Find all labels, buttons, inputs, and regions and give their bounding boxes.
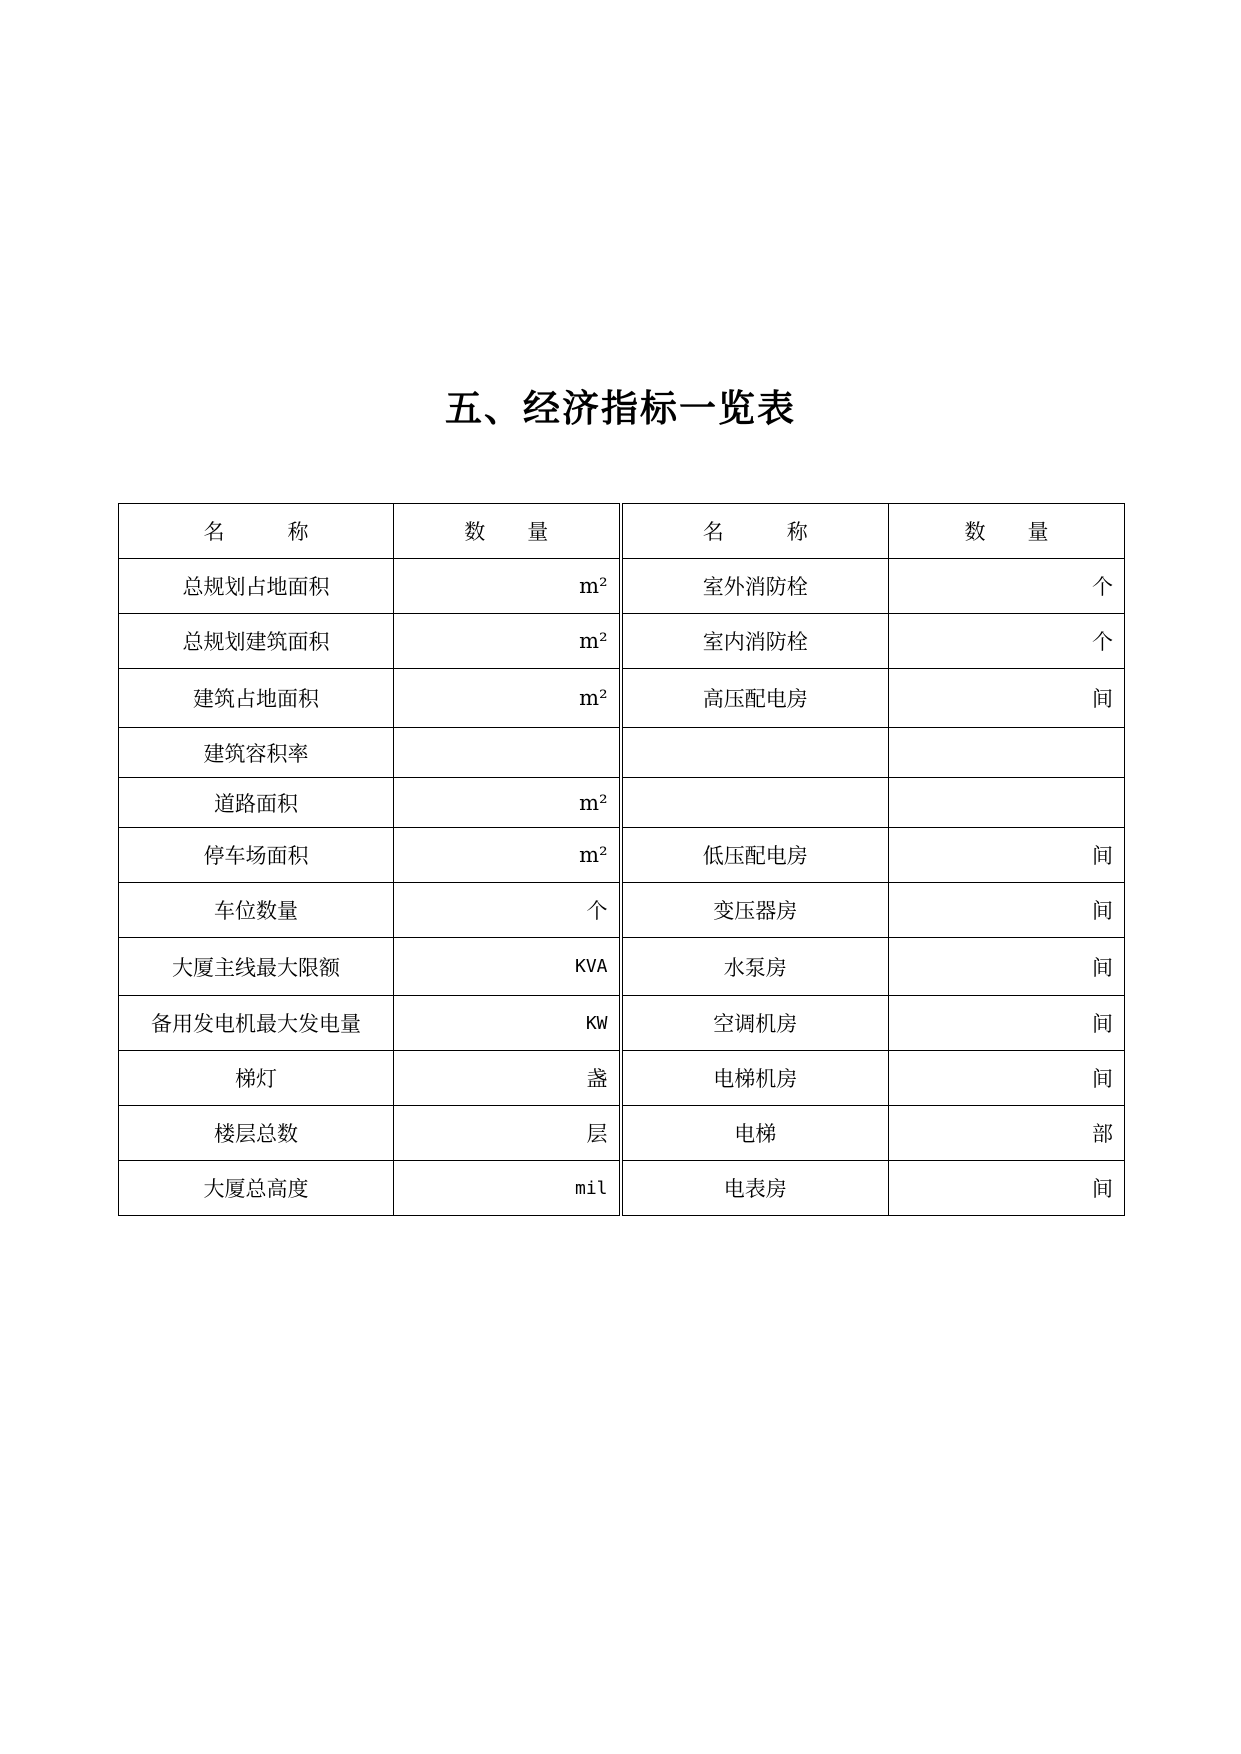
table-row <box>119 1051 1125 1106</box>
right-unit-cell: 间 <box>889 938 1125 996</box>
right-unit-cell <box>889 778 1125 828</box>
table-row <box>119 938 1125 996</box>
table-header-row <box>119 504 1125 559</box>
table-row <box>119 1161 1125 1216</box>
table-row <box>119 669 1125 728</box>
header-left-quantity: 数 量 <box>394 504 621 559</box>
right-unit-cell <box>889 728 1125 778</box>
left-name-cell: 总规划建筑面积 <box>119 614 394 669</box>
right-name-cell: 室外消防栓 <box>621 559 889 614</box>
left-name-cell: 总规划占地面积 <box>119 559 394 614</box>
table-row <box>119 828 1125 883</box>
left-name-cell: 建筑容积率 <box>119 728 394 778</box>
right-unit-cell: 间 <box>889 1161 1125 1216</box>
left-name-cell: 梯灯 <box>119 1051 394 1106</box>
right-name-cell: 空调机房 <box>621 996 889 1051</box>
left-unit-cell: m² <box>394 669 621 728</box>
right-unit-cell: 个 <box>889 559 1125 614</box>
table-row <box>119 1106 1125 1161</box>
left-unit-cell: m² <box>394 614 621 669</box>
right-unit-cell: 间 <box>889 883 1125 938</box>
right-name-cell: 电梯机房 <box>621 1051 889 1106</box>
right-unit-cell: 间 <box>889 996 1125 1051</box>
right-unit-cell: 部 <box>889 1106 1125 1161</box>
left-unit-cell: m² <box>394 778 621 828</box>
right-unit-cell: 间 <box>889 1051 1125 1106</box>
left-unit-cell: KVA <box>394 938 621 996</box>
left-unit-cell: 盏 <box>394 1051 621 1106</box>
right-name-cell: 室内消防栓 <box>621 614 889 669</box>
table-row <box>119 614 1125 669</box>
table-row <box>119 728 1125 778</box>
left-unit-cell: 层 <box>394 1106 621 1161</box>
left-name-cell: 停车场面积 <box>119 828 394 883</box>
left-unit-cell: KW <box>394 996 621 1051</box>
left-unit-cell: m² <box>394 559 621 614</box>
header-left-name: 名 称 <box>119 504 394 559</box>
table-row <box>119 778 1125 828</box>
left-name-cell: 备用发电机最大发电量 <box>119 996 394 1051</box>
right-name-cell <box>621 728 889 778</box>
table-row <box>119 996 1125 1051</box>
right-unit-cell: 间 <box>889 828 1125 883</box>
page-title: 五、经济指标一览表 <box>445 386 796 430</box>
left-name-cell: 楼层总数 <box>119 1106 394 1161</box>
right-name-cell: 高压配电房 <box>621 669 889 728</box>
right-name-cell: 电梯 <box>621 1106 889 1161</box>
left-name-cell: 大厦总高度 <box>119 1161 394 1216</box>
right-name-cell: 水泵房 <box>621 938 889 996</box>
table-row <box>119 883 1125 938</box>
header-right-name: 名 称 <box>621 504 889 559</box>
economic-indicators-table <box>118 503 1125 1216</box>
left-unit-cell: 个 <box>394 883 621 938</box>
left-name-cell: 大厦主线最大限额 <box>119 938 394 996</box>
left-name-cell: 建筑占地面积 <box>119 669 394 728</box>
left-unit-cell: m² <box>394 828 621 883</box>
left-name-cell: 道路面积 <box>119 778 394 828</box>
right-unit-cell: 间 <box>889 669 1125 728</box>
right-name-cell: 低压配电房 <box>621 828 889 883</box>
right-name-cell: 电表房 <box>621 1161 889 1216</box>
table-row <box>119 559 1125 614</box>
right-name-cell <box>621 778 889 828</box>
right-unit-cell: 个 <box>889 614 1125 669</box>
left-unit-cell: mil <box>394 1161 621 1216</box>
header-right-quantity: 数 量 <box>889 504 1125 559</box>
left-name-cell: 车位数量 <box>119 883 394 938</box>
left-unit-cell <box>394 728 621 778</box>
right-name-cell: 变压器房 <box>621 883 889 938</box>
